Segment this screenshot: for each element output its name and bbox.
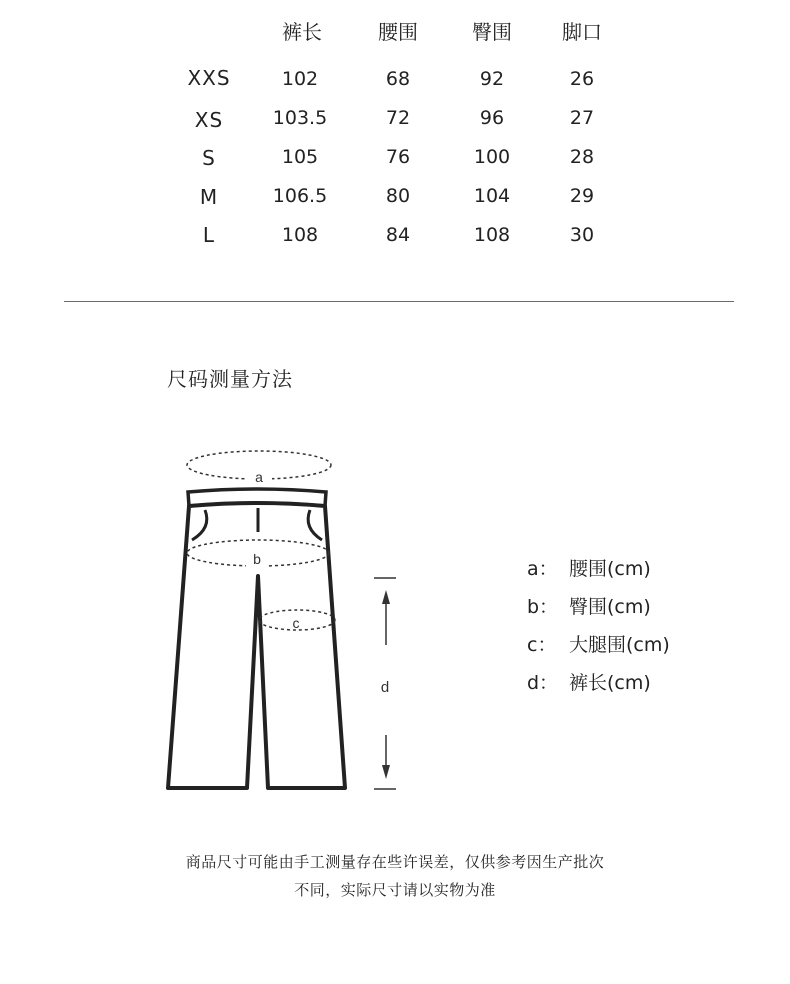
table-cell: 76 [385,146,411,168]
table-cell: 108 [473,224,511,246]
table-cell: 84 [385,224,411,246]
table-cell: 108 [281,224,319,246]
table-cell: 103.5 [272,107,328,129]
table-cell: 27 [569,107,595,129]
table-cell: 29 [569,185,595,207]
table-cell: 100 [473,146,511,168]
table-cell: 28 [569,146,595,168]
table-cell: 92 [479,68,505,90]
legend-text: 臀围(cm) [569,595,651,618]
column-header-waist: 腰围 [378,20,418,44]
table-cell: 96 [479,107,505,129]
label-b: b [253,551,261,567]
table-cell: 102 [281,68,319,90]
size-label: XXS [187,66,231,90]
label-c: c [292,615,300,631]
left-pocket [192,510,207,540]
column-header-length: 裤长 [282,20,322,44]
legend-text: 裤长(cm) [569,671,651,694]
legend-key: a： [527,557,558,580]
legend-item [527,662,670,700]
size-label: S [202,146,216,170]
table-cell: 30 [569,224,595,246]
measurement-notice-line1: 商品尺寸可能由手工测量存在些许误差，仅供参考因生产批次 [185,853,605,871]
legend-item [527,624,670,662]
legend-key: d： [527,671,559,694]
section-title: 尺码测量方法 [167,367,293,391]
legend-text: 大腿围(cm) [569,633,670,656]
label-a: a [255,469,263,485]
measure-legend [527,548,670,700]
table-cell: 105 [281,146,319,168]
legend-item [527,586,670,624]
legend-item [527,548,670,586]
table-cell: 68 [385,68,411,90]
measurement-notice-line2: 不同，实际尺寸请以实物为准 [294,881,496,899]
right-pocket [308,510,322,540]
table-cell: 72 [385,107,411,129]
table-cell: 106.5 [272,185,328,207]
table-cell: 104 [473,185,511,207]
column-header-hip: 臀围 [472,20,512,44]
size-label: L [202,223,216,247]
legend-text: 腰围(cm) [569,557,651,580]
column-header-hem: 脚口 [562,20,602,44]
size-label: XS [194,108,224,132]
table-cell: 26 [569,68,595,90]
size-label: M [199,185,219,209]
legend-key: b： [527,595,559,618]
legend-key: c： [527,633,557,656]
label-d: d [380,679,390,696]
table-cell: 80 [385,185,411,207]
